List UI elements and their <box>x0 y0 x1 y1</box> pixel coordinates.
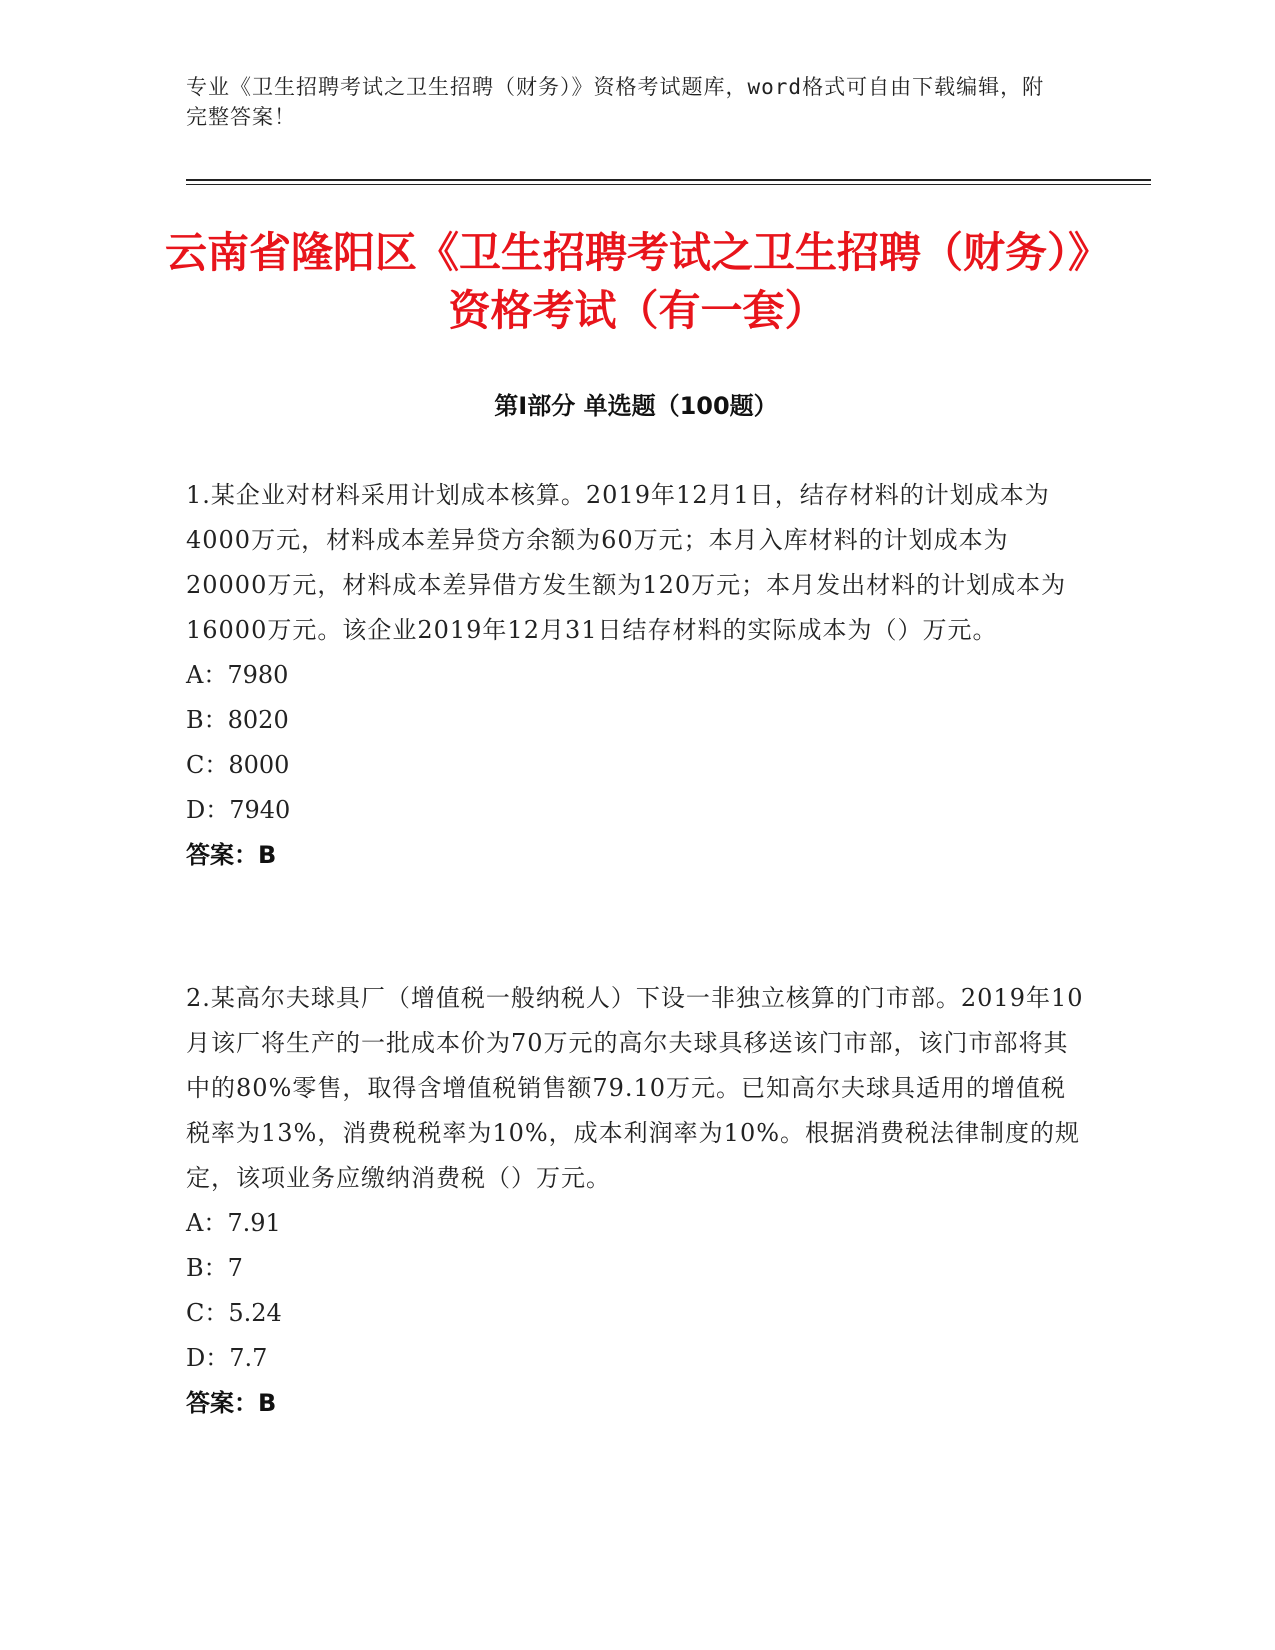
question-1 <box>186 473 1086 877</box>
header-divider-thick <box>186 179 1151 181</box>
question-2 <box>186 976 1086 1425</box>
option-c: C：5.24 <box>186 1299 282 1327</box>
answer: 答案：B <box>186 841 277 869</box>
option-b: B：7 <box>186 1254 243 1282</box>
option-d: D：7.7 <box>186 1344 268 1372</box>
option-c: C：8000 <box>186 751 290 779</box>
document-title: 云南省隆阳区《卫生招聘考试之卫生招聘（财务）》资格考试（有一套） <box>164 228 1110 335</box>
answer: 答案：B <box>186 1389 277 1417</box>
option-b: B：8020 <box>186 706 289 734</box>
section-heading: 第Ⅰ部分 单选题（100题） <box>494 392 778 420</box>
option-a: A：7.91 <box>186 1209 281 1237</box>
header-divider-thin <box>186 184 1151 185</box>
option-d: D：7940 <box>186 796 291 824</box>
question-stem: 2.某高尔夫球具厂（增值税一般纳税人）下设一非独立核算的门市部。2019年10月该厂将生产的一批成本价为70万元的高尔夫球具移送该门市部，该门市部将其中的80%零售，取得含增值税销售额79.10万元。已知高尔夫球具适用的增值税税率为13%，消费税税率为10%，成本利润率为10%。根据消费税法律制度的规定，该项业务应缴纳消费税（）万元。 <box>186 984 1084 1192</box>
header-note: 专业《卫生招聘考试之卫生招聘（财务）》资格考试题库，word格式可自由下载编辑，附完整答案！ <box>186 75 1045 129</box>
option-a: A：7980 <box>186 661 289 689</box>
question-stem: 1.某企业对材料采用计划成本核算。2019年12月1日，结存材料的计划成本为4000万元，材料成本差异贷方余额为60万元；本月入库材料的计划成本为20000万元，材料成本差异借方发生额为120万元；本月发出材料的计划成本为16000万元。该企业2019年12月31日结存材料的实际成本为（）万元。 <box>186 481 1067 644</box>
